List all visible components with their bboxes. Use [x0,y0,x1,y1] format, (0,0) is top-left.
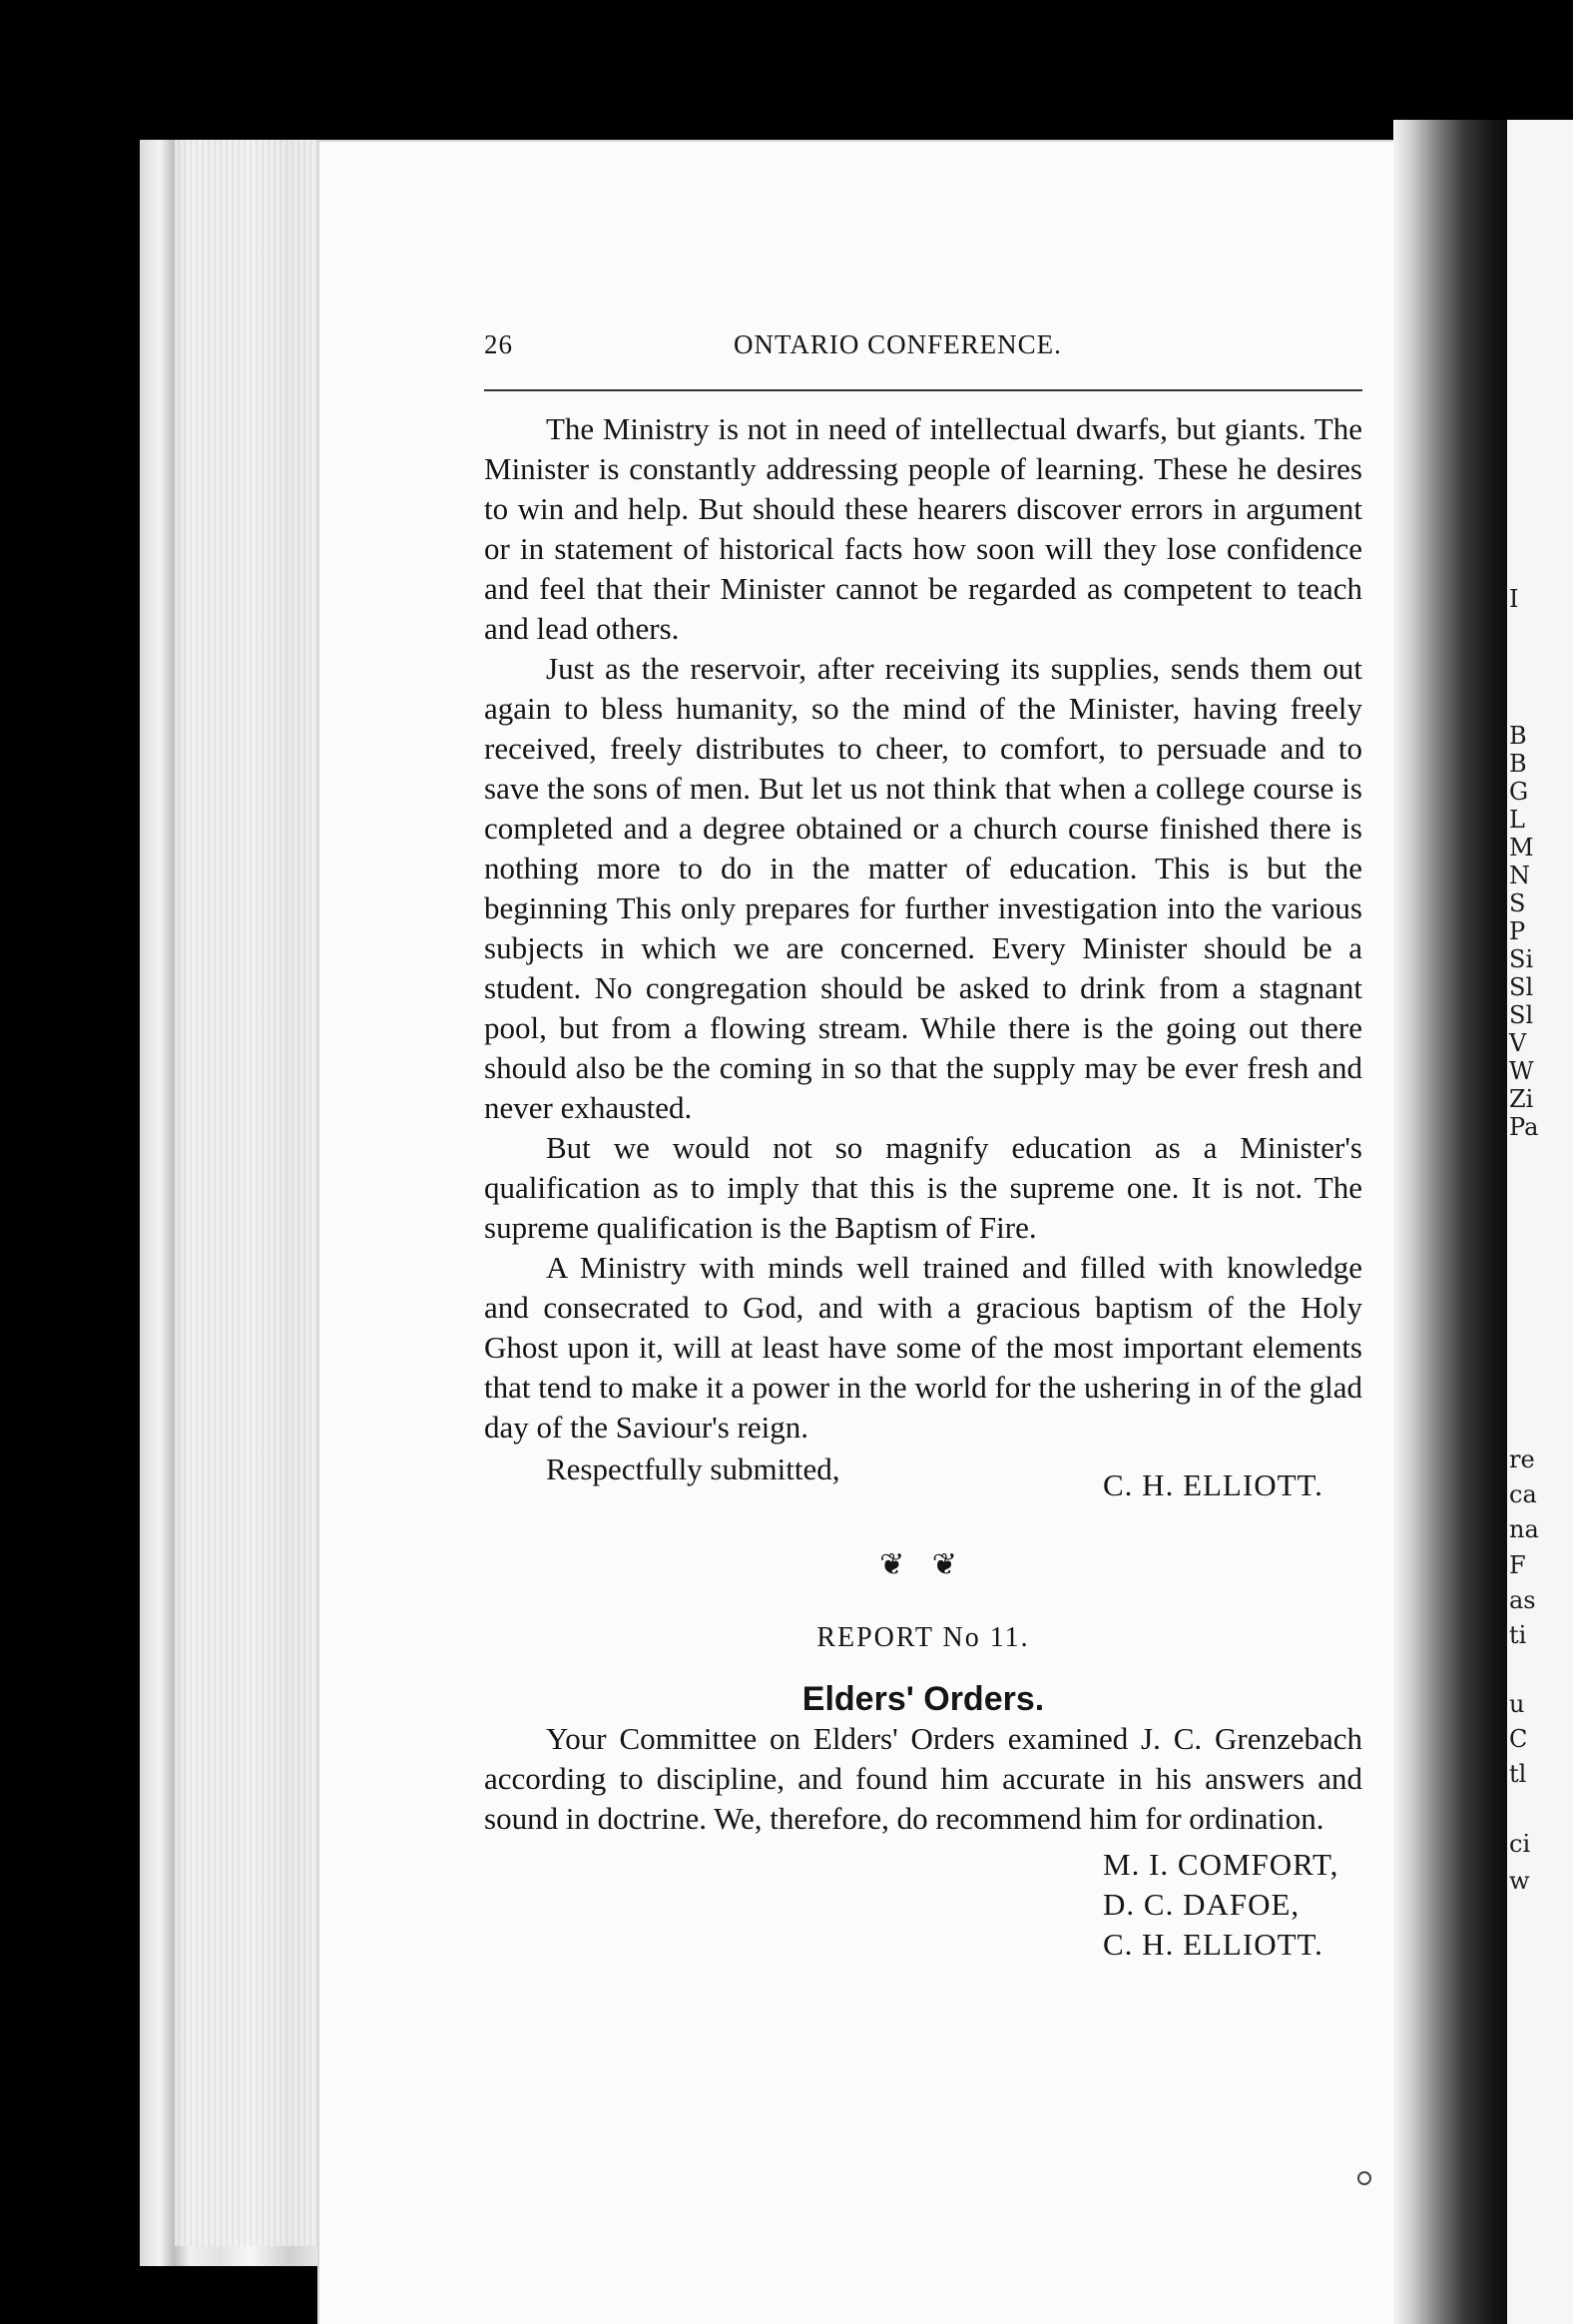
next-page-sliver [1507,120,1573,2324]
signer-name: C. H. ELLIOTT. [1103,1467,1323,1502]
paragraph: But we would not so magnify education as a Minister's qualification as to imply that this is the supreme one. It is not. The supreme qualification is the Baptism of Fire. [484,1130,1362,1245]
signature-block [484,1452,1387,1502]
book-gutter-shadow [1393,120,1513,2324]
header-rule [484,389,1362,391]
next-page-fragment: B [1509,750,1527,778]
next-page-fragment: W [1509,1057,1534,1085]
next-page-fragment: ci [1509,1830,1531,1858]
next-page-fragment: S [1509,889,1526,917]
next-page-fragment: re [1509,1446,1535,1473]
running-title: ONTARIO CONFERENCE. [734,329,1062,359]
next-page-fragment: Sl [1509,1001,1534,1029]
next-page-fragment: P [1509,917,1526,945]
next-page-fragment: Si [1509,945,1534,973]
next-page-fragment: as [1509,1586,1536,1614]
next-page-fragment: F [1509,1551,1526,1579]
next-page-fragment: tl [1509,1760,1527,1788]
next-page-fragment: ti [1509,1621,1527,1649]
committee-member: D. C. DAFOE, [1103,1887,1301,1922]
next-page-fragment: C [1509,1725,1528,1753]
next-page-fragment: Pa [1509,1113,1539,1141]
report-number: REPORT No 11. [816,1622,1030,1653]
next-page-fragment: Sl [1509,973,1534,1001]
committee-member: C. H. ELLIOTT. [1103,1927,1323,1962]
book-page-edges-inner [175,140,324,2246]
running-head [484,329,1387,375]
next-page-fragment: na [1509,1515,1539,1543]
page-content [484,329,1387,1965]
next-page-fragment: Zi [1509,1085,1534,1113]
committee-signatures [1103,1845,1387,1965]
paragraph: A Ministry with minds well trained and filled with knowledge and consecrated to God, and with a gracious baptism of the Holy Ghost upon it, will at least have some of the most important elements that tend to make it a power in the world for the ushering in of the glad day of the Saviour's reign. [484,1250,1362,1445]
next-page-fragment: N [1509,862,1530,889]
report-title: Elders' Orders. [801,1680,1045,1718]
next-page-fragment: w [1509,1867,1530,1895]
next-page-fragment: L [1509,806,1525,834]
next-page-fragment: I [1509,585,1519,613]
committee-member: M. I. COMFORT, [1103,1847,1339,1882]
section-ornament: ❦ ❦ [879,1548,967,1581]
next-page-fragment: u [1509,1690,1525,1718]
next-page-fragment: G [1509,778,1529,806]
next-page-fragment: B [1509,722,1527,750]
page-number: 26 [484,329,513,359]
page-blemish [1357,2171,1371,2185]
paragraph: Just as the reservoir, after receiving its supplies, sends them out again to bless humanity, so the mind of the Minister, having freely received, freely distributes to cheer, to comfort, to persuade and to save the sons of men. But let us not think that when a college course is completed and a degree obtained or a church course finished there is nothing more to do in the matter of education. This is but the beginning This only prepares for further investigation into the various subjects in which we are concerned. Every Minister should be a student. No congregation should be asked to drink from a stagnant pool, but from a flowing stream. While there is the going out there should also be the coming in so that the supply may be ever fresh and never exhausted. [484,651,1362,1125]
next-page-fragment: ca [1509,1480,1537,1508]
paragraph: The Ministry is not in need of intellectual dwarfs, but giants. The Minister is constantly addressing people of learning. These he desires to win and help. But should these hearers discover errors in argument or in statement of historical facts how soon will they lose confidence and feel that their Minister cannot be regarded as competent to teach and lead others. [484,411,1362,646]
next-page-fragment: V [1509,1029,1527,1057]
next-page-fragment: M [1509,834,1534,862]
report-body: Your Committee on Elders' Orders examined J. C. Grenzebach according to discipline, and found him accurate in his answers and sound in doctrine. We, therefore, do recommend him for ordination. [484,1721,1362,1836]
sign-off: Respectfully submitted, [546,1452,840,1486]
